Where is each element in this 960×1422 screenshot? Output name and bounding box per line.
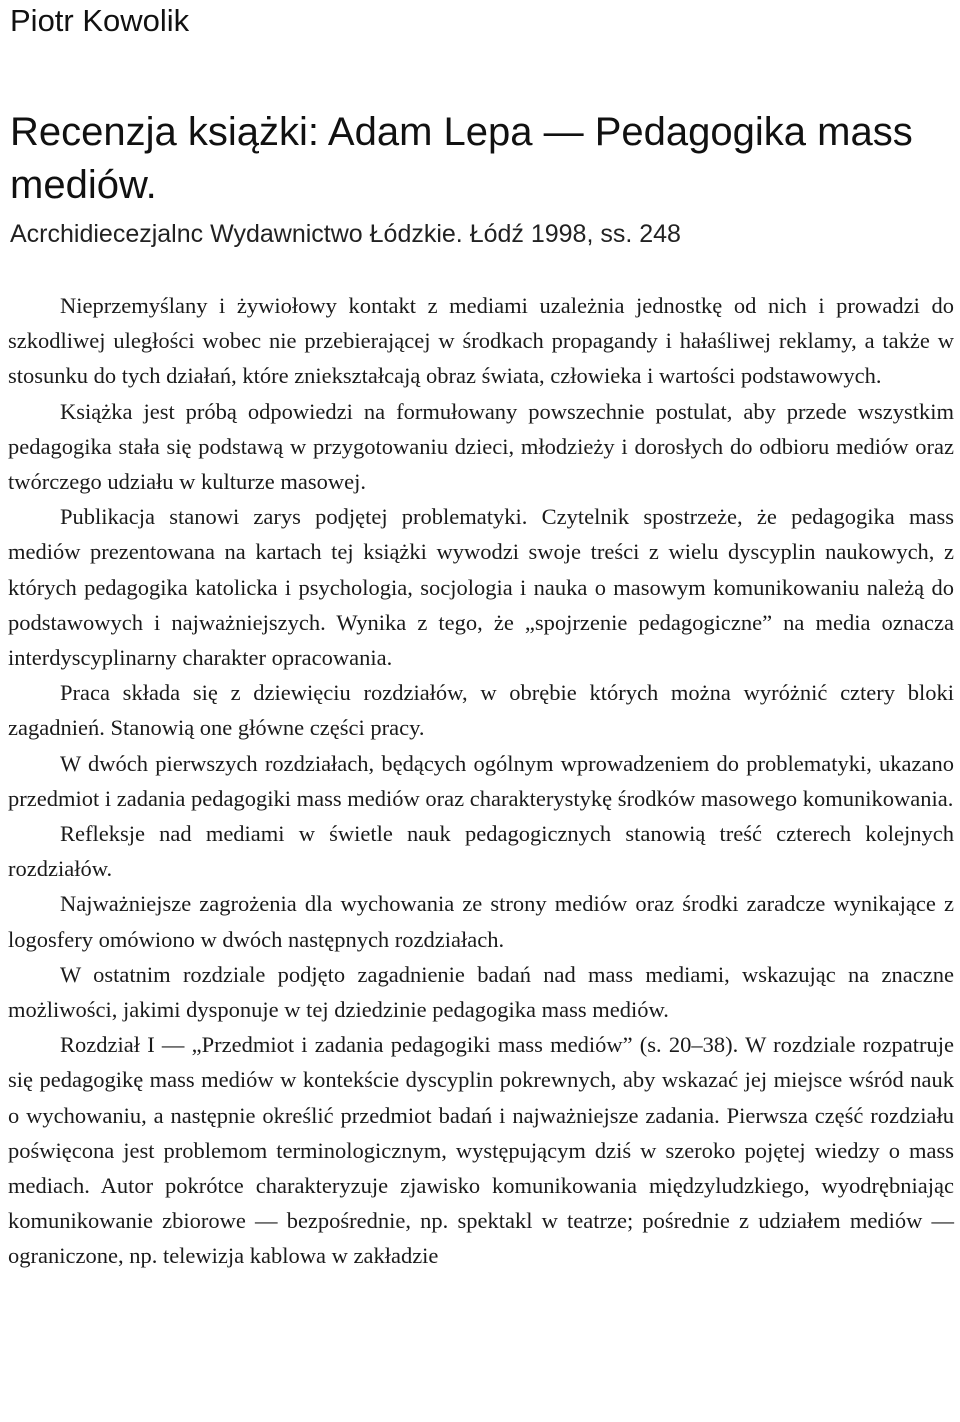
paragraph: W dwóch pierwszych rozdziałach, będących ogólnym wprowadzeniem do problematyki, ukazano przedmiot i zadania pedagogiki mass mediów oraz charakterystykę środków masowego komunikowania. [8, 750, 954, 811]
paragraph: Najważniejsze zagrożenia dla wychowania ze strony mediów oraz środki zaradcze wynikające z logosfery omówiono w dwóch następnych rozdziałach. [8, 891, 954, 952]
paragraph: Nieprzemyślany i żywiołowy kontakt z mediami uzależnia jednostkę od nich i prowadzi do szkodliwej uległości wobec nie przebierającej w środkach propagandy i hałaśliwej reklamy, a także w stosunku do tych działań, które zniekształcają obraz świata, człowieka i wartości podstawowych. [8, 293, 954, 389]
paragraph: Refleksje nad mediami w świetle nauk pedagogicznych stanowią treść czterech kolejnych rozdziałów. [8, 821, 954, 882]
paragraph: W ostatnim rozdziale podjęto zagadnienie badań nad mass mediami, wskazując na znaczne możliwości, jakimi dysponuje w tej dziedzinie pedagogika mass mediów. [8, 961, 954, 1023]
author-name: Piotr Kowolik [10, 3, 190, 38]
paragraph: Rozdział I — „Przedmiot i zadania pedagogiki mass mediów” (s. 20–38). W rozdziale rozpatruje się pedagogikę mass mediów w kontekście dyscyplin pokrewnych, aby wskazać jej miejsce wśród nauk o wychowaniu, a następnie określić przedmiot badań i najważniejsze zadania. Pierwsza część rozdziału poświęcona jest problemom terminologicznym, występującym dziś w szeroko pojętej wiedzy o mass mediach. Autor pokrótce charakteryzuje zjawisko komunikowania międzyludzkiego, wyodrębniając komunikowanie zbiorowe — bezpośrednie, np. spektakl w teatrze; pośrednie z udziałem mediów — ograniczone, np. telewizja kablowa w zakładzie [8, 1032, 954, 1269]
paragraph: Publikacja stanowi zarys podjętej problematyki. Czytelnik spostrzeże, że pedagogika mass mediów prezentowana na kartach tej książki wywodzi swoje treści z wielu dyscyplin naukowych, z których pedagogika katolicka i psychologia, socjologia i nauka o masowym komunikowaniu należą do podstawowych i najważniejszych. Wynika z tego, że „spojrzenie pedagogiczne” na media oznacza interdyscyplinarny charakter opracowania. [8, 504, 954, 671]
paragraph: Praca składa się z dziewięciu rozdziałów, w obrębie których można wyróżnić cztery bloki zagadnień. Stanowią one główne części pracy. [8, 680, 954, 741]
paragraph: Książka jest próbą odpowiedzi na formułowany powszechnie postulat, aby przede wszystkim pedagogika stała się podstawą w przygotowaniu dzieci, młodzieży i dorosłych do odbioru mediów oraz twórczego udziału w kulturze masowej. [8, 398, 954, 495]
article-title: Recenzja książki: Adam Lepa — Pedagogika mass mediów. [10, 110, 913, 207]
publication-info: Acrchidiecezjalnc Wydawnictwo Łódzkie. Łódź 1998, ss. 248 [10, 220, 681, 248]
article-body [8, 288, 954, 1274]
